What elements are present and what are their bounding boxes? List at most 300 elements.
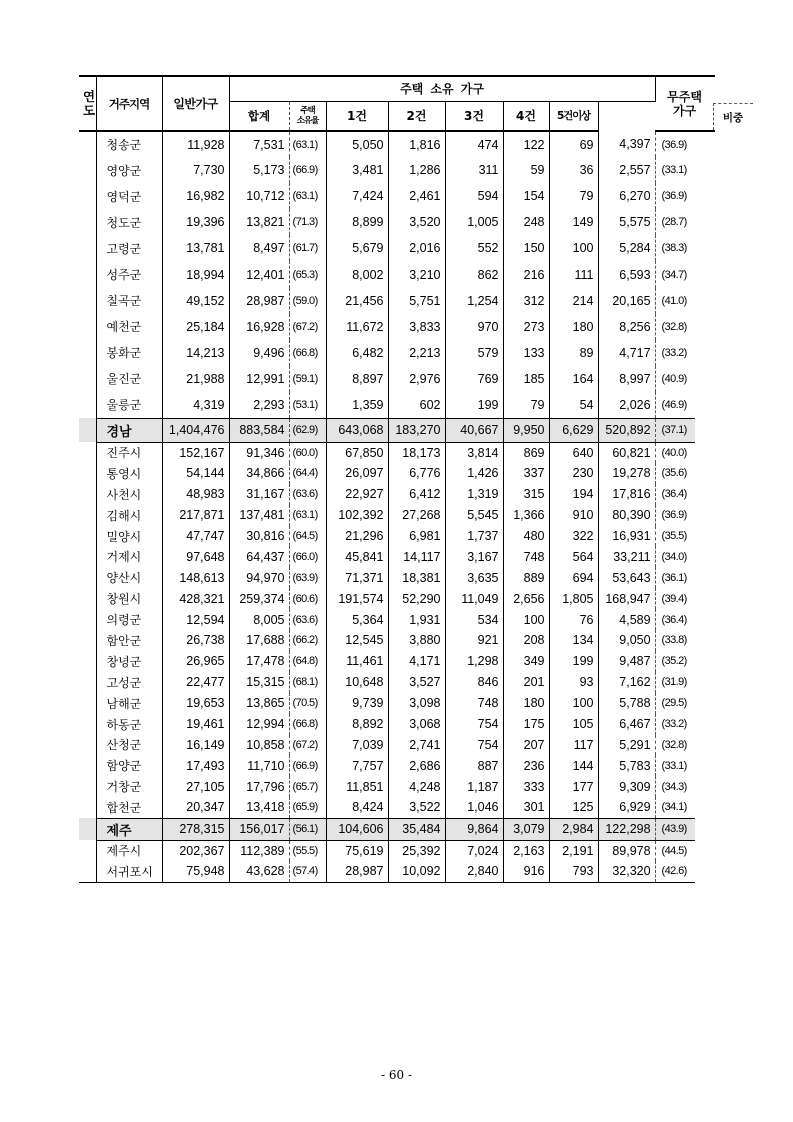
header-share: 비중 (713, 103, 753, 130)
h3-cell: 1,319 (445, 484, 503, 505)
general-cell: 19,396 (162, 209, 229, 235)
h5-cell: 79 (549, 183, 598, 209)
total-cell: 259,374 (229, 588, 289, 609)
share-cell: (34.3) (661, 780, 687, 793)
table-row (79, 209, 715, 235)
general-cell: 202,367 (162, 840, 229, 861)
region-cell: 거창군 (96, 776, 162, 797)
general-cell: 17,493 (162, 755, 229, 776)
h3-cell: 1,046 (445, 797, 503, 818)
nonowner-cell: 89,978 (598, 840, 655, 861)
general-cell: 22,477 (162, 672, 229, 693)
year-cell (79, 818, 96, 840)
table-header (79, 76, 744, 131)
region-cell: 영양군 (96, 157, 162, 183)
share-cell: (40.0) (661, 446, 687, 459)
rate-cell: (57.4) (289, 861, 326, 882)
header-nonowner-cell (655, 76, 744, 131)
h3-cell: 970 (445, 314, 503, 340)
general-cell: 26,738 (162, 630, 229, 651)
general-cell: 152,167 (162, 442, 229, 463)
h1-cell: 75,619 (326, 840, 388, 861)
nonowner-cell: 8,997 (598, 366, 655, 392)
table-row (79, 546, 715, 567)
h3-cell: 579 (445, 340, 503, 366)
share-cell: (33.8) (661, 634, 687, 647)
h5-cell: 230 (549, 463, 598, 484)
h2-cell: 10,092 (388, 861, 445, 882)
year-cell (79, 567, 96, 588)
year-cell (79, 672, 96, 693)
rate-cell: (67.2) (289, 735, 326, 756)
h2-cell: 18,381 (388, 567, 445, 588)
table-row (79, 735, 715, 756)
h5-cell: 214 (549, 288, 598, 314)
h1-cell: 7,424 (326, 183, 388, 209)
h3-cell: 1,187 (445, 776, 503, 797)
table-row (79, 609, 715, 630)
general-cell: 49,152 (162, 288, 229, 314)
year-cell (79, 366, 96, 392)
region-cell: 고성군 (96, 672, 162, 693)
year-cell (79, 463, 96, 484)
table-row (79, 235, 715, 261)
year-cell (79, 288, 96, 314)
total-cell: 17,688 (229, 630, 289, 651)
region-cell: 제주시 (96, 840, 162, 861)
share-cell: (46.9) (661, 398, 687, 411)
general-cell: 7,730 (162, 157, 229, 183)
h4-cell: 301 (503, 797, 549, 818)
h2-cell: 2,213 (388, 340, 445, 366)
total-cell: 91,346 (229, 442, 289, 463)
rate-cell: (66.8) (289, 340, 326, 366)
h2-cell: 183,270 (388, 418, 445, 442)
h2-cell: 2,686 (388, 755, 445, 776)
h1-cell: 8,897 (326, 366, 388, 392)
h4-cell: 9,950 (503, 418, 549, 442)
rate-cell: (66.9) (289, 157, 326, 183)
rate-cell: (63.6) (289, 484, 326, 505)
share-cell: (38.3) (661, 242, 687, 255)
h5-cell: 89 (549, 340, 598, 366)
share-cell: (36.9) (661, 190, 687, 203)
region-cell: 의령군 (96, 609, 162, 630)
h2-cell: 18,173 (388, 442, 445, 463)
year-cell (79, 235, 96, 261)
h1-cell: 11,461 (326, 651, 388, 672)
h1-cell: 8,892 (326, 714, 388, 735)
region-cell: 창원시 (96, 588, 162, 609)
h2-cell: 5,751 (388, 288, 445, 314)
year-cell (79, 131, 96, 157)
nonowner-cell: 5,291 (598, 735, 655, 756)
nonowner-cell: 9,309 (598, 776, 655, 797)
header-ownership-rate: 주택 소유율 (289, 101, 326, 131)
year-cell (79, 392, 96, 418)
rate-cell: (64.4) (289, 463, 326, 484)
year-cell (79, 755, 96, 776)
year-cell (79, 340, 96, 366)
general-cell: 26,965 (162, 651, 229, 672)
table-row (79, 588, 715, 609)
rate-cell: (63.1) (289, 505, 326, 526)
general-cell: 54,144 (162, 463, 229, 484)
h2-cell: 3,880 (388, 630, 445, 651)
h2-cell: 2,016 (388, 235, 445, 261)
rate-cell: (63.1) (289, 183, 326, 209)
h4-cell: 79 (503, 392, 549, 418)
h1-cell: 104,606 (326, 818, 388, 840)
total-cell: 8,005 (229, 609, 289, 630)
h5-cell: 177 (549, 776, 598, 797)
h2-cell: 602 (388, 392, 445, 418)
h3-cell: 40,667 (445, 418, 503, 442)
h2-cell: 4,171 (388, 651, 445, 672)
nonowner-cell: 16,931 (598, 526, 655, 547)
region-cell: 하동군 (96, 714, 162, 735)
h2-cell: 4,248 (388, 776, 445, 797)
total-cell: 12,991 (229, 366, 289, 392)
year-cell (79, 442, 96, 463)
table-row (79, 693, 715, 714)
rate-cell: (64.5) (289, 526, 326, 547)
h3-cell: 1,426 (445, 463, 503, 484)
nonowner-cell: 4,717 (598, 340, 655, 366)
general-cell: 13,781 (162, 235, 229, 261)
nonowner-cell: 122,298 (598, 818, 655, 840)
table-body-gyeongbuk (79, 131, 715, 418)
h5-cell: 149 (549, 209, 598, 235)
header-h1: 1건 (326, 101, 388, 131)
h5-cell: 199 (549, 651, 598, 672)
h5-cell: 2,191 (549, 840, 598, 861)
h5-cell: 144 (549, 755, 598, 776)
h1-cell: 11,851 (326, 776, 388, 797)
h1-cell: 643,068 (326, 418, 388, 442)
total-cell: 137,481 (229, 505, 289, 526)
table-row (79, 714, 715, 735)
region-cell: 청송군 (96, 131, 162, 157)
h5-cell: 910 (549, 505, 598, 526)
h1-cell: 71,371 (326, 567, 388, 588)
general-cell: 428,321 (162, 588, 229, 609)
total-cell: 12,401 (229, 261, 289, 287)
total-cell: 10,858 (229, 735, 289, 756)
section-row (79, 818, 715, 840)
h1-cell: 7,757 (326, 755, 388, 776)
share-cell: (44.5) (661, 844, 687, 857)
table-row (79, 630, 715, 651)
h5-cell: 100 (549, 235, 598, 261)
header-owned-group: 주택 소유 가구 (229, 76, 655, 101)
region-cell: 영덕군 (96, 183, 162, 209)
general-cell: 20,347 (162, 797, 229, 818)
total-cell: 10,712 (229, 183, 289, 209)
share-cell: (32.8) (661, 320, 687, 333)
h5-cell: 76 (549, 609, 598, 630)
share-cell: (33.2) (661, 718, 687, 731)
h3-cell: 748 (445, 693, 503, 714)
h4-cell: 201 (503, 672, 549, 693)
h4-cell: 59 (503, 157, 549, 183)
h2-cell: 14,117 (388, 546, 445, 567)
table-row (79, 131, 715, 157)
nonowner-cell: 6,270 (598, 183, 655, 209)
rate-cell: (66.8) (289, 714, 326, 735)
nonowner-cell: 33,211 (598, 546, 655, 567)
share-cell: (36.1) (661, 571, 687, 584)
region-cell: 청도군 (96, 209, 162, 235)
share-cell: (39.4) (661, 592, 687, 605)
h5-cell: 793 (549, 861, 598, 882)
table-row (79, 340, 715, 366)
h4-cell: 916 (503, 861, 549, 882)
h4-cell: 2,656 (503, 588, 549, 609)
rate-cell: (61.7) (289, 235, 326, 261)
general-cell: 75,948 (162, 861, 229, 882)
general-cell: 4,319 (162, 392, 229, 418)
nonowner-cell: 5,788 (598, 693, 655, 714)
h3-cell: 3,167 (445, 546, 503, 567)
rate-cell: (56.1) (289, 818, 326, 840)
total-cell: 8,497 (229, 235, 289, 261)
header-nonowner-group: 무주택 가구 (667, 90, 702, 118)
region-cell: 울진군 (96, 366, 162, 392)
general-cell: 148,613 (162, 567, 229, 588)
nonowner-cell: 2,026 (598, 392, 655, 418)
header-h2: 2건 (388, 101, 445, 131)
region-cell: 사천시 (96, 484, 162, 505)
table-body-gyeongnam (79, 418, 715, 818)
h5-cell: 180 (549, 314, 598, 340)
rate-cell: (55.5) (289, 840, 326, 861)
share-cell: (36.4) (661, 488, 687, 501)
h4-cell: 236 (503, 755, 549, 776)
rate-cell: (62.9) (289, 418, 326, 442)
share-cell: (35.2) (661, 655, 687, 668)
nonowner-cell: 5,783 (598, 755, 655, 776)
header-year: 연 도 (79, 76, 96, 131)
h3-cell: 311 (445, 157, 503, 183)
h3-cell: 769 (445, 366, 503, 392)
rate-cell: (59.0) (289, 288, 326, 314)
h4-cell: 154 (503, 183, 549, 209)
rate-cell: (71.3) (289, 209, 326, 235)
table-row (79, 463, 715, 484)
table-row (79, 366, 715, 392)
general-cell: 16,149 (162, 735, 229, 756)
h4-cell: 2,163 (503, 840, 549, 861)
general-cell: 47,747 (162, 526, 229, 547)
header-h3: 3건 (445, 101, 503, 131)
h4-cell: 748 (503, 546, 549, 567)
h2-cell: 3,068 (388, 714, 445, 735)
h4-cell: 248 (503, 209, 549, 235)
nonowner-cell: 5,575 (598, 209, 655, 235)
nonowner-cell: 17,816 (598, 484, 655, 505)
total-cell: 2,293 (229, 392, 289, 418)
general-cell: 19,461 (162, 714, 229, 735)
table-row (79, 442, 715, 463)
h5-cell: 111 (549, 261, 598, 287)
region-cell: 울릉군 (96, 392, 162, 418)
share-cell: (40.9) (661, 372, 687, 385)
h2-cell: 1,816 (388, 131, 445, 157)
h2-cell: 52,290 (388, 588, 445, 609)
h3-cell: 3,814 (445, 442, 503, 463)
year-cell (79, 209, 96, 235)
h3-cell: 2,840 (445, 861, 503, 882)
table-row (79, 484, 715, 505)
total-cell: 17,796 (229, 776, 289, 797)
rate-cell: (65.9) (289, 797, 326, 818)
share-cell: (35.6) (661, 467, 687, 480)
h2-cell: 3,098 (388, 693, 445, 714)
h2-cell: 27,268 (388, 505, 445, 526)
h2-cell: 25,392 (388, 840, 445, 861)
h3-cell: 594 (445, 183, 503, 209)
h4-cell: 337 (503, 463, 549, 484)
region-cell: 양산시 (96, 567, 162, 588)
rate-cell: (65.3) (289, 261, 326, 287)
h3-cell: 474 (445, 131, 503, 157)
region-cell: 밀양시 (96, 526, 162, 547)
nonowner-cell: 7,162 (598, 672, 655, 693)
year-cell (79, 735, 96, 756)
share-cell: (33.1) (661, 164, 687, 177)
h4-cell: 185 (503, 366, 549, 392)
share-cell: (33.1) (661, 759, 687, 772)
table-row (79, 840, 715, 861)
h4-cell: 133 (503, 340, 549, 366)
h1-cell: 45,841 (326, 546, 388, 567)
year-cell (79, 797, 96, 818)
h1-cell: 8,002 (326, 261, 388, 287)
h5-cell: 54 (549, 392, 598, 418)
header-general-households: 일반가구 (162, 76, 229, 131)
total-cell: 9,496 (229, 340, 289, 366)
h3-cell: 5,545 (445, 505, 503, 526)
h5-cell: 100 (549, 693, 598, 714)
h4-cell: 273 (503, 314, 549, 340)
share-cell: (28.7) (661, 216, 687, 229)
h3-cell: 754 (445, 714, 503, 735)
general-cell: 1,404,476 (162, 418, 229, 442)
rate-cell: (60.0) (289, 442, 326, 463)
rate-cell: (65.7) (289, 776, 326, 797)
h3-cell: 887 (445, 755, 503, 776)
region-cell: 산청군 (96, 735, 162, 756)
h4-cell: 869 (503, 442, 549, 463)
rate-cell: (59.1) (289, 366, 326, 392)
nonowner-cell: 4,589 (598, 609, 655, 630)
general-cell: 18,994 (162, 261, 229, 287)
h3-cell: 552 (445, 235, 503, 261)
total-cell: 5,173 (229, 157, 289, 183)
table-body-jeju (79, 818, 715, 882)
h1-cell: 10,648 (326, 672, 388, 693)
table-row (79, 861, 715, 882)
rate-cell: (67.2) (289, 314, 326, 340)
region-cell: 성주군 (96, 261, 162, 287)
year-cell (79, 776, 96, 797)
h4-cell: 315 (503, 484, 549, 505)
year-cell (79, 526, 96, 547)
share-cell: (35.5) (661, 530, 687, 543)
total-cell: 43,628 (229, 861, 289, 882)
region-cell: 창녕군 (96, 651, 162, 672)
h2-cell: 3,527 (388, 672, 445, 693)
h4-cell: 1,366 (503, 505, 549, 526)
nonowner-cell: 20,165 (598, 288, 655, 314)
total-cell: 17,478 (229, 651, 289, 672)
nonowner-cell: 9,487 (598, 651, 655, 672)
h1-cell: 21,456 (326, 288, 388, 314)
general-cell: 19,653 (162, 693, 229, 714)
h4-cell: 175 (503, 714, 549, 735)
share-cell: (42.6) (655, 861, 695, 882)
h3-cell: 846 (445, 672, 503, 693)
total-cell: 31,167 (229, 484, 289, 505)
nonowner-cell: 5,284 (598, 235, 655, 261)
total-cell: 112,389 (229, 840, 289, 861)
rate-cell: (63.6) (289, 609, 326, 630)
h2-cell: 2,741 (388, 735, 445, 756)
h5-cell: 6,629 (549, 418, 598, 442)
general-cell: 16,982 (162, 183, 229, 209)
nonowner-cell: 2,557 (598, 157, 655, 183)
h1-cell: 5,050 (326, 131, 388, 157)
share-cell: (31.9) (661, 676, 687, 689)
total-cell: 13,865 (229, 693, 289, 714)
h1-cell: 12,545 (326, 630, 388, 651)
region-cell: 서귀포시 (96, 861, 162, 882)
region-cell: 칠곡군 (96, 288, 162, 314)
h3-cell: 862 (445, 261, 503, 287)
header-region: 거주지역 (96, 76, 162, 131)
nonowner-cell: 60,821 (598, 442, 655, 463)
table-row (79, 505, 715, 526)
table-row (79, 755, 715, 776)
h5-cell: 564 (549, 546, 598, 567)
share-cell: (37.1) (655, 418, 695, 442)
h2-cell: 3,833 (388, 314, 445, 340)
region-cell: 함안군 (96, 630, 162, 651)
h1-cell: 22,927 (326, 484, 388, 505)
table-row (79, 392, 715, 418)
year-cell (79, 546, 96, 567)
region-cell: 남해군 (96, 693, 162, 714)
h5-cell: 694 (549, 567, 598, 588)
share-cell: (36.9) (661, 509, 687, 522)
h5-cell: 69 (549, 131, 598, 157)
year-cell (79, 314, 96, 340)
h3-cell: 921 (445, 630, 503, 651)
h5-cell: 36 (549, 157, 598, 183)
h1-cell: 28,987 (326, 861, 388, 882)
h4-cell: 150 (503, 235, 549, 261)
page-number: - 60 - (380, 1068, 412, 1082)
rate-cell: (64.8) (289, 651, 326, 672)
h1-cell: 191,574 (326, 588, 388, 609)
total-cell: 13,418 (229, 797, 289, 818)
h1-cell: 102,392 (326, 505, 388, 526)
h1-cell: 11,672 (326, 314, 388, 340)
nonowner-cell: 520,892 (598, 418, 655, 442)
h4-cell: 889 (503, 567, 549, 588)
nonowner-cell: 6,929 (598, 797, 655, 818)
